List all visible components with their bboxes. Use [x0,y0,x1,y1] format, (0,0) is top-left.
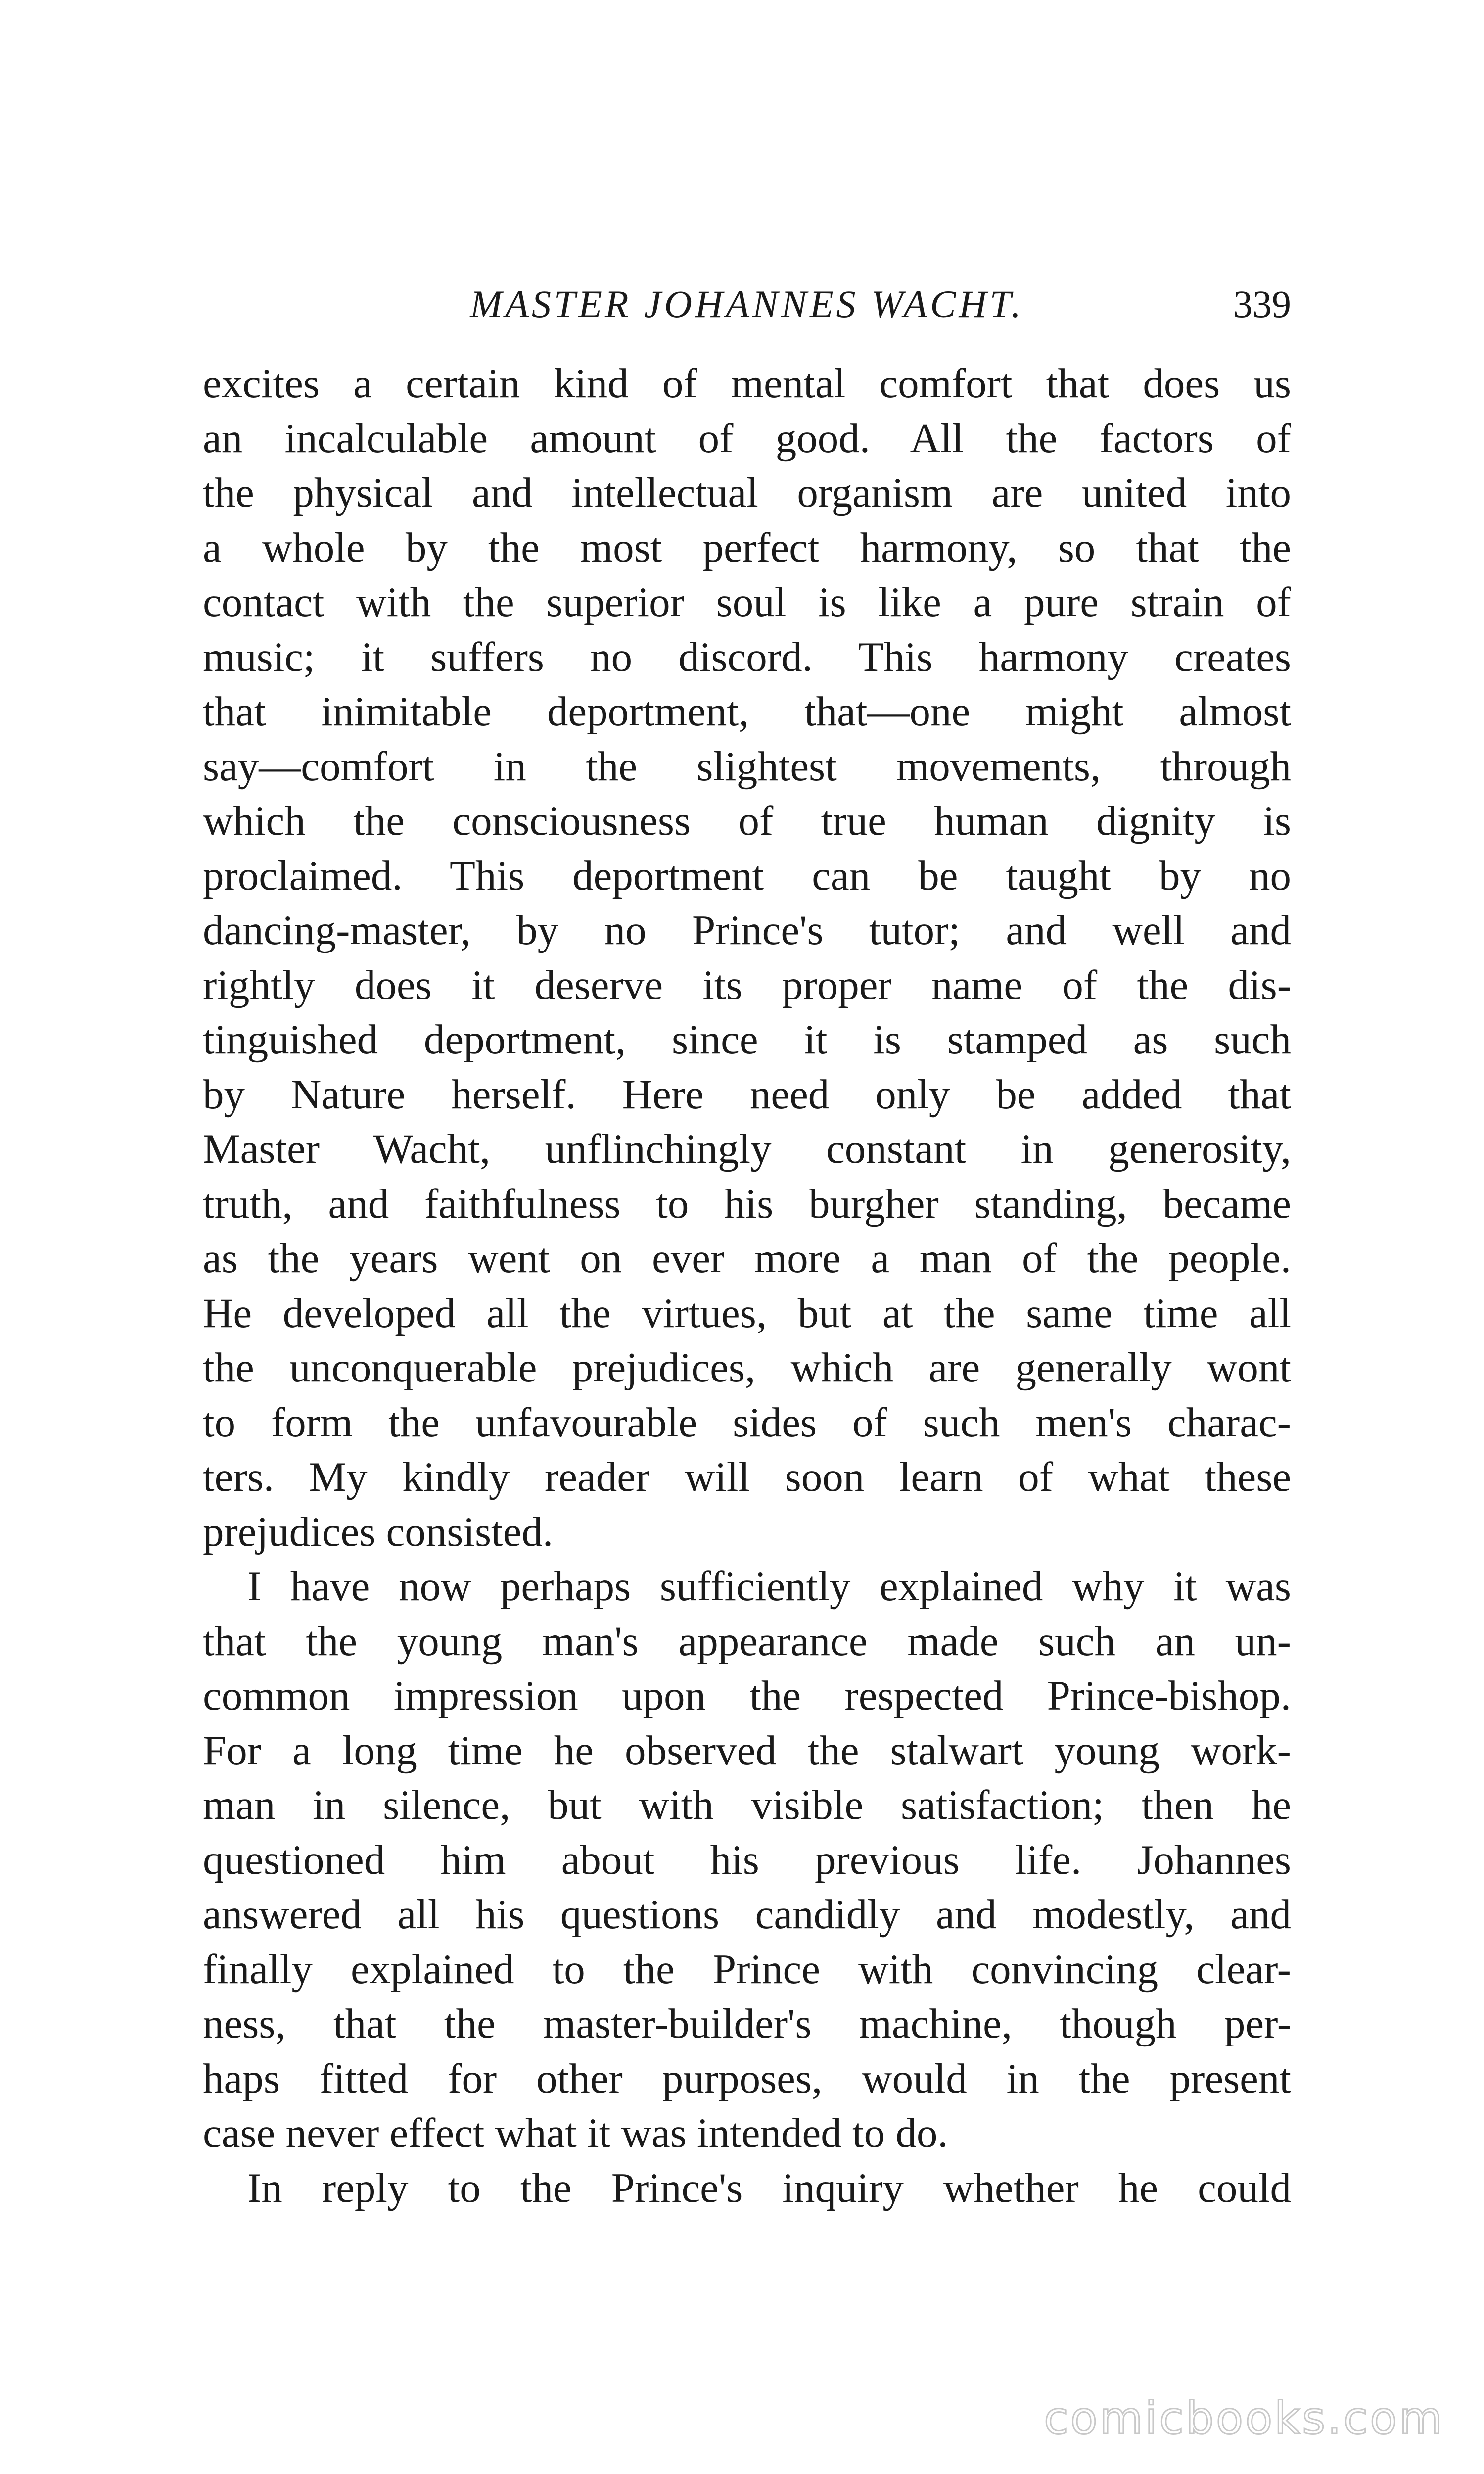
paragraph [203,1559,1291,2161]
text-line: In reply to the Prince's inquiry whether he could [247,2164,1291,2211]
text-line: dancing-master, by no Prince's tutor; and well and [203,907,1291,953]
text-line: an incalculable amount of good. All the factors of [203,415,1291,462]
text-line: say—comfort in the slightest movements, through [203,743,1291,790]
running-head [203,277,1291,332]
text-line: He developed all the virtues, but at the same time all [203,1289,1291,1336]
text-line: that inimitable deportment, that—one might almost [203,688,1291,735]
text-line: haps fitted for other purposes, would in the present [203,2055,1291,2102]
text-line: a whole by the most perfect harmony, so that the [203,524,1291,571]
text-line: prejudices consisted. [203,1508,554,1555]
text-line: by Nature herself. Here need only be added that [203,1071,1291,1118]
paragraph [203,356,1291,1559]
text-line: contact with the superior soul is like a pure strain of [203,579,1291,625]
text-line: the physical and intellectual organism are united into [203,470,1291,516]
text-line: I have now perhaps sufficiently explained why it was [247,1563,1291,1610]
body-text [203,356,1291,2215]
text-line: the unconquerable prejudices, which are generally wont [203,1344,1291,1391]
text-line: which the consciousness of true human dignity is [203,798,1291,844]
text-line: proclaimed. This deportment can be taught by no [203,852,1291,899]
text-line: answered all his questions candidly and modestly, and [203,1891,1291,1938]
running-title: MASTER JOHANNES WACHT. [470,283,1024,326]
text-line: common impression upon the respected Prince-bishop. [203,1672,1291,1719]
text-line: excites a certain kind of mental comfort that does us [203,360,1291,407]
text-line: music; it suffers no discord. This harmony creates [203,633,1291,680]
text-line: ness, that the master-builder's machine, though per- [203,2000,1291,2047]
page-number: 339 [1233,283,1291,326]
watermark: comicbooks.com [1044,2392,1444,2444]
text-line: finally explained to the Prince with convincing clear- [203,1946,1291,1993]
text-line: Master Wacht, unflinchingly constant in generosity, [203,1126,1291,1172]
text-line: as the years went on ever more a man of the people. [203,1235,1291,1282]
text-line: that the young man's appearance made such an un- [203,1618,1291,1665]
text-line: case never effect what it was intended to do. [203,2110,948,2156]
text-line: to form the unfavourable sides of such men's charac- [203,1399,1291,1446]
text-line: For a long time he observed the stalwart young work- [203,1727,1291,1774]
text-line: tinguished deportment, since it is stamped as such [203,1016,1291,1063]
paragraph [203,2161,1291,2216]
text-line: truth, and faithfulness to his burgher standing, became [203,1180,1291,1227]
text-line: questioned him about his previous life. Johannes [203,1836,1291,1883]
text-line: ters. My kindly reader will soon learn of what these [203,1454,1291,1500]
text-line: man in silence, but with visible satisfaction; then he [203,1782,1291,1828]
text-line: rightly does it deserve its proper name of the dis- [203,961,1291,1008]
